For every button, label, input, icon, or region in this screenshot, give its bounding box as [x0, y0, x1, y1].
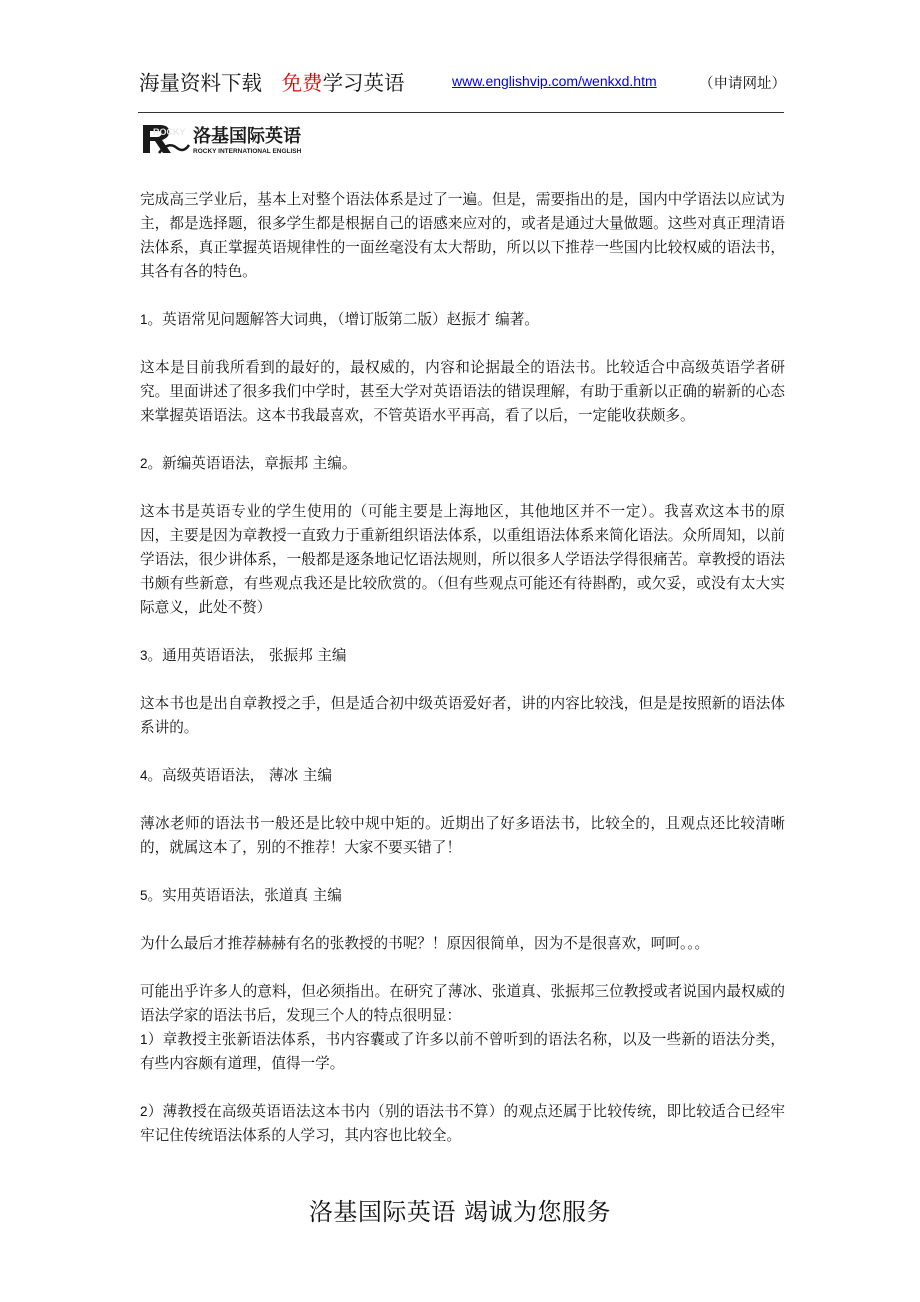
book-2-desc: 这本书是英语专业的学生使用的（可能主要是上海地区，其他地区并不一定）。我喜欢这本书的原因，主要是因为章教授一直致力于重新组织语法体系，以重组语法体系来简化语法。众所周知，以前学语法，很少讲体系，一般都是逐条地记忆语法规则，所以很多人学语法学得很痛苦。章教授的语法书颇有些新意，有些观点我还是比较欣赏的。（但有些观点可能还有待斟酌，或欠妥，或没有太大实际意义，此处不赘）: [140, 503, 785, 616]
book-1-title: 1。英语常见问题解答大词典，（增订版第二版）赵振才 编著。: [140, 311, 539, 328]
article-body: [140, 188, 785, 1172]
logo-english-name: ROCKY INTERNATIONAL ENGLISH: [193, 148, 302, 155]
page-header: [139, 64, 789, 100]
rocky-logo: [141, 121, 313, 157]
book-5-title: 5。实用英语语法，张道真 主编: [140, 887, 342, 904]
book-2-title: 2。新编英语语法，章振邦 主编。: [140, 455, 357, 472]
intro-paragraph: 完成高三学业后，基本上对整个语法体系是过了一遍。但是，需要指出的是，国内中学语法以应试为主，都是选择题，很多学生都是根据自己的语感来应对的，或者是通过大量做题。这些对真正理清语法体系，真正掌握英语规律性的一面丝毫没有太大帮助，所以以下推荐一些国内比较权威的语法书，其各有各的特色。: [140, 191, 785, 280]
book-3-desc: 这本书也是出自章教授之手，但是适合初中级英语爱好者，讲的内容比较浅，但是是按照新的语法体系讲的。: [140, 695, 785, 736]
conclusion-paragraph: 可能出乎许多人的意料，但必须指出。在研究了薄冰、张道真、张振邦三位教授或者说国内最权威的语法学家的语法书后，发现三个人的特点很明显：: [140, 983, 785, 1024]
point-1: 1）章教授主张新语法体系，书内容囊或了许多以前不曾听到的语法名称，以及一些新的语法分类，有些内容颇有道理，值得一学。: [140, 1031, 785, 1072]
logo-brand-mark: ROCKY: [153, 127, 186, 137]
header-divider: [138, 112, 784, 113]
page-footer: 洛基国际英语 竭诚为您服务: [308, 1198, 612, 1226]
book-3-title: 3。通用英语语法， 张振邦 主编: [140, 647, 347, 664]
header-free-text: 免费: [281, 71, 323, 95]
header-url-link[interactable]: www.englishvip.com/wenkxd.htm: [452, 73, 657, 89]
point-2: 2）薄教授在高级英语语法这本书内（别的语法书不算）的观点还属于比较传统，即比较适合已经牢牢记住传统语法体系的人学习，其内容也比较全。: [140, 1103, 785, 1144]
book-1-desc: 这本是目前我所看到的最好的，最权威的，内容和论据最全的语法书。比较适合中高级英语学者研究。里面讲述了很多我们中学时，甚至大学对英语语法的错误理解，有助于重新以正确的崭新的心态来掌握英语语法。这本书我最喜欢，不管英语水平再高，看了以后，一定能收获颇多。: [140, 359, 785, 424]
header-learn-text: 学习英语: [322, 71, 405, 95]
header-download-text: 海量资料下载: [139, 71, 262, 95]
header-apply-note: （申请网址）: [699, 76, 786, 92]
book-4-desc: 薄冰老师的语法书一般还是比较中规中矩的。近期出了好多语法书，比较全的，且观点还比较清晰的，就属这本了，别的不推荐！大家不要买错了！: [140, 815, 785, 856]
header-slogan: [139, 66, 405, 96]
book-5-desc: 为什么最后才推荐赫赫有名的张教授的书呢？！原因很简单，因为不是很喜欢，呵呵。。。: [140, 935, 710, 952]
logo-chinese-name: 洛基国际英语: [193, 126, 301, 147]
book-4-title: 4。高级英语语法， 薄冰 主编: [140, 767, 332, 784]
